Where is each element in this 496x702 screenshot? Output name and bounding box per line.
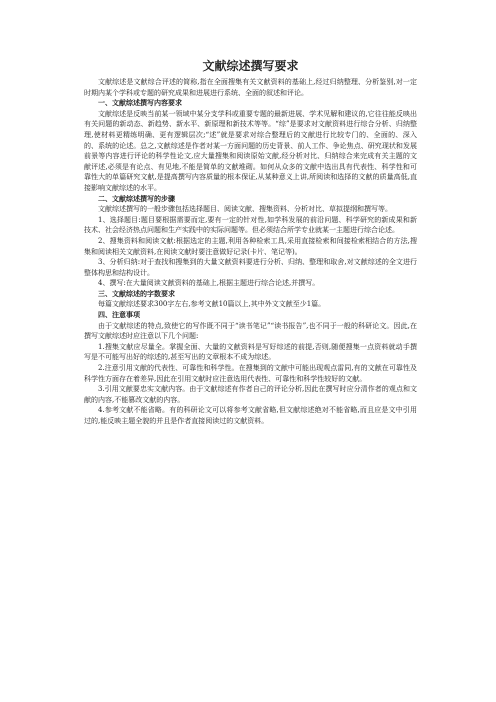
notes-intro-paragraph: 由于文献综述的特点,致使它的写作既不同于“读书笔记”“读书报告”,也不同于一般的科研论文。因此,在撰写文献综述时应注意以下几个问题:: [84, 321, 417, 341]
step-1-paragraph: 1、选择题目:题目要根据需要而定,要有一定的针对性,如学科发展的前沿问题、科学研究的新成果和新技术、社会经济热点问题和生产实践中的实际问题等。但必须结合所学专业就某一主题进行综合论述。: [84, 215, 417, 235]
note-1-paragraph: 1.搜集文献应尽量全。掌握全面、大量的文献资料是写好综述的前提,否则,随便搜集一点资料就动手撰写是不可能写出好的综述的,甚至写出的文章根本不成为综述。: [84, 342, 417, 362]
wordcount-paragraph: 每篇文献综述要求300字左右,参考文献10篇以上,其中外文文献至少1篇。: [98, 300, 326, 309]
note-3-paragraph: 3.引用文献要忠实文献内容。由于文献综述有作者自己的评论分析,因此在撰写时应分清作者的观点和文献的内容,不能篡改文献的内容。: [84, 385, 417, 404]
document-title: 文献综述撰写要求: [202, 59, 299, 73]
note-2-paragraph: 2.注意引用文献的代表性、可靠性和科学性。在搜集到的文献中可能出现观点雷同,有的文献在可靠性及科学性方面存在着差异,因此在引用文献时应注意选用代表性、可靠性和科学性较好的文献。: [84, 364, 417, 383]
note-4-paragraph: 4.参考文献不能省略。有的科研论文可以将参考文献省略,但文献综述绝对不能省略,而且应是文中引用过的,能反映主题全貌的并且是作者直接阅读过的文献资料。: [84, 406, 417, 425]
content-paragraph: 文献综述是反映当前某一领域中某分支学科或重要专题的最新进展、学术见解和建议的,它往往能反映出有关问题的新动态、新趋势、新水平、新原理和新技术等等。“综”是要求对文献资料进行综合分析、归纳整理,使材料更精练明确、更有逻辑层次;“述”就是要求对综合整理后的文献进行比较专门的、全面的、深入的、系统的论述。总之,文献综述是作者对某一方面问题的历史背景、前人工作、争论焦点、研究现状和发展前景等内容进行评论的科学性论文,应大量搜集和阅读原始文献,经分析对比、归纳综合来完成有关主题的文献评述,必须是有论点、有见地,不能是简单的文献堆砌。如何从众多的文献中选出具有代表性、科学性和可靠性大的单篇研究文献,是提高撰写内容质量的根本保证,从某种意义上讲,所阅读和选择的文献的质量高低,直接影响文献综述的水平。: [84, 109, 417, 192]
section-heading-steps: 二、文献综述撰写的步骤: [98, 193, 175, 203]
section-heading-notes: 四、注意事项: [98, 310, 140, 320]
section-heading-content: 一、文献综述撰写内容要求: [98, 98, 182, 108]
step-2-paragraph: 2、搜集资料和阅读文献:根据选定的主题,利用各种检索工具,采用直接检索和间接检索相结合的方法,搜集和阅读相关文献资料,在阅读文献时要注意做好记录(卡片、笔记等)。: [84, 236, 417, 256]
section-heading-wordcount: 三、文献综述的字数要求: [98, 288, 175, 298]
document-page: [84, 58, 417, 427]
steps-intro-paragraph: 文献综述撰写的一般步骤包括选择题目、阅读文献、搜集资料、分析对比、草拟提纲和撰写等。: [98, 205, 392, 214]
intro-paragraph: 文献综述是文献综合评述的简称,指在全面搜集有关文献资料的基础上,经过归纳整理、分析鉴别,对一定时期内某个学科或专题的研究成果和进展进行系统、全面的叙述和评论。: [84, 78, 417, 97]
step-4-paragraph: 4、撰写:在大量阅读文献资料的基础上,根据主题进行综合论述,并撰写。: [98, 279, 320, 288]
step-3-paragraph: 3、分析归纳:对于查找和搜集到的大量文献资料要进行分析、归纳、整理和取舍,对文献综述的全文进行整体构思和结构设计。: [84, 258, 417, 277]
